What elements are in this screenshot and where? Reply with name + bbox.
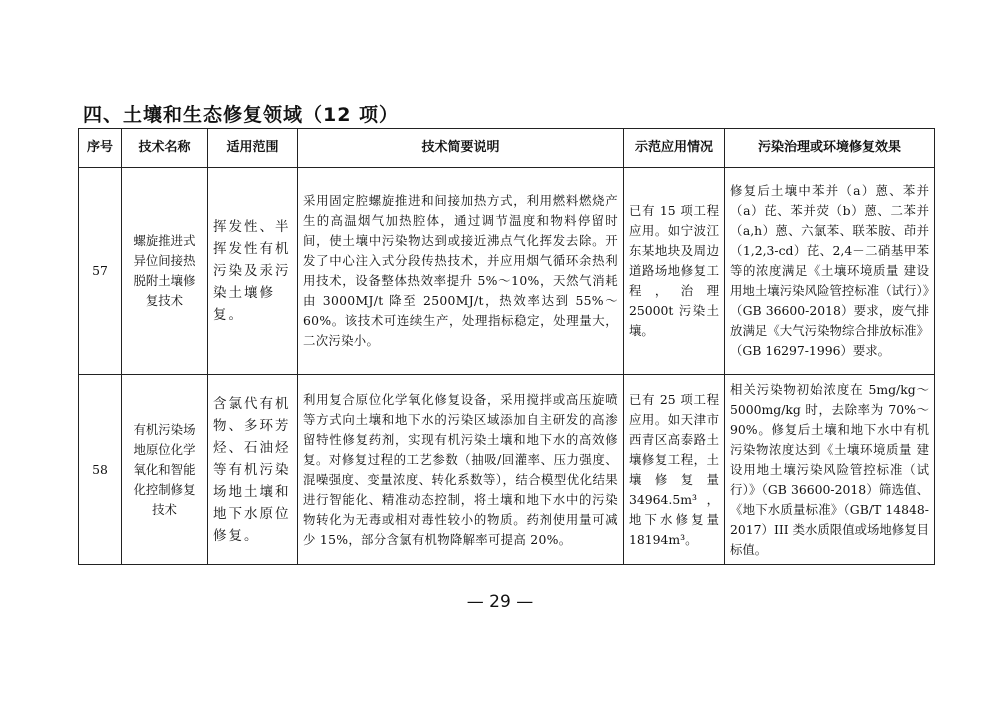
page-number: — 29 — [466, 592, 534, 612]
header-number: 序号 [79, 129, 122, 168]
application-scope: 含氯代有机物、多环芳烃、石油烃等有机污染场地土壤和地下水原位修复。 [208, 375, 298, 565]
header-tech-name: 技术名称 [122, 129, 208, 168]
technology-table [78, 128, 935, 565]
demo-application: 已有 25 项工程应用。如天津市西青区高泰路土壤修复工程，土壤修复量 34964.5m³，地下水修复量 18194m³。 [624, 375, 725, 565]
row-number: 57 [79, 168, 122, 375]
tech-description: 利用复合原位化学氧化修复设备，采用搅拌或高压旋喷等方式向土壤和地下水的污染区域添加自主研发的高渗留特性修复药剂，实现有机污染土壤和地下水的高效修复。对修复过程的工艺参数（抽吸/回灌率、压力强度、混噪强度、变量浓度、转化系数等），结合模型优化结果进行智能化、精准动态控制，将土壤和地下水中的污染物转化为无毒或相对毒性较小的物质。药剂使用量可减少 15%，部分含氯有机物降解率可提高 20%。 [298, 375, 624, 565]
remediation-effect: 修复后土壤中苯并（a）蒽、苯并（a）芘、苯并荧（b）蒽、二苯并（a,h）蒽、六氯苯、联苯胺、茚并（1,2,3-cd）芘、2,4－二硝基甲苯等的浓度满足《土壤环境质量 建设用地土壤污染风险管控标准（试行）》（GB 36600-2018）要求，废气排放满足《大气污染物综合排放标准》（GB 16297-1996）要求。 [725, 168, 935, 375]
header-effect: 污染治理或环境修复效果 [725, 129, 935, 168]
table-row [79, 375, 935, 565]
header-scope: 适用范围 [208, 129, 298, 168]
tech-name: 有机污染场地原位化学氧化和智能化控制修复技术 [122, 375, 208, 565]
table-row [79, 168, 935, 375]
application-scope: 挥发性、半挥发性有机污染及汞污染土壤修复。 [208, 168, 298, 375]
remediation-effect: 相关污染物初始浓度在 5mg/kg～5000mg/kg 时，去除率为 70%～90%。修复后土壤和地下水中有机污染物浓度达到《土壤环境质量 建设用地土壤污染风险管控标准（试行）》（GB 36600-2018）筛选值、《地下水质量标准》（GB/T 14848-2017）III 类水质限值或场地修复目标值。 [725, 375, 935, 565]
table-header-row [79, 129, 935, 168]
row-number: 58 [79, 375, 122, 565]
demo-application: 已有 15 项工程应用。如宁波江东某地块及周边道路场地修复工程，治理 25000t 污染土壤。 [624, 168, 725, 375]
section-heading: 四、土壤和生态修复领域（12 项） [83, 104, 400, 126]
tech-description: 采用固定腔螺旋推进和间接加热方式，利用燃料燃烧产生的高温烟气加热腔体，通过调节温度和物料停留时间，使土壤中污染物达到或接近沸点气化挥发去除。开发了中心注入式分段传热技术，并应用烟气循环余热利用技术，设备整体热效率提升 5%～10%，天然气消耗由 3000MJ/t 降至 2500MJ/t，热效率达到 55%～60%。该技术可连续生产，处理指标稳定，处理量大，二次污染小。 [298, 168, 624, 375]
header-demo: 示范应用情况 [624, 129, 725, 168]
header-description: 技术简要说明 [298, 129, 624, 168]
tech-name: 螺旋推进式异位间接热脱附土壤修复技术 [122, 168, 208, 375]
